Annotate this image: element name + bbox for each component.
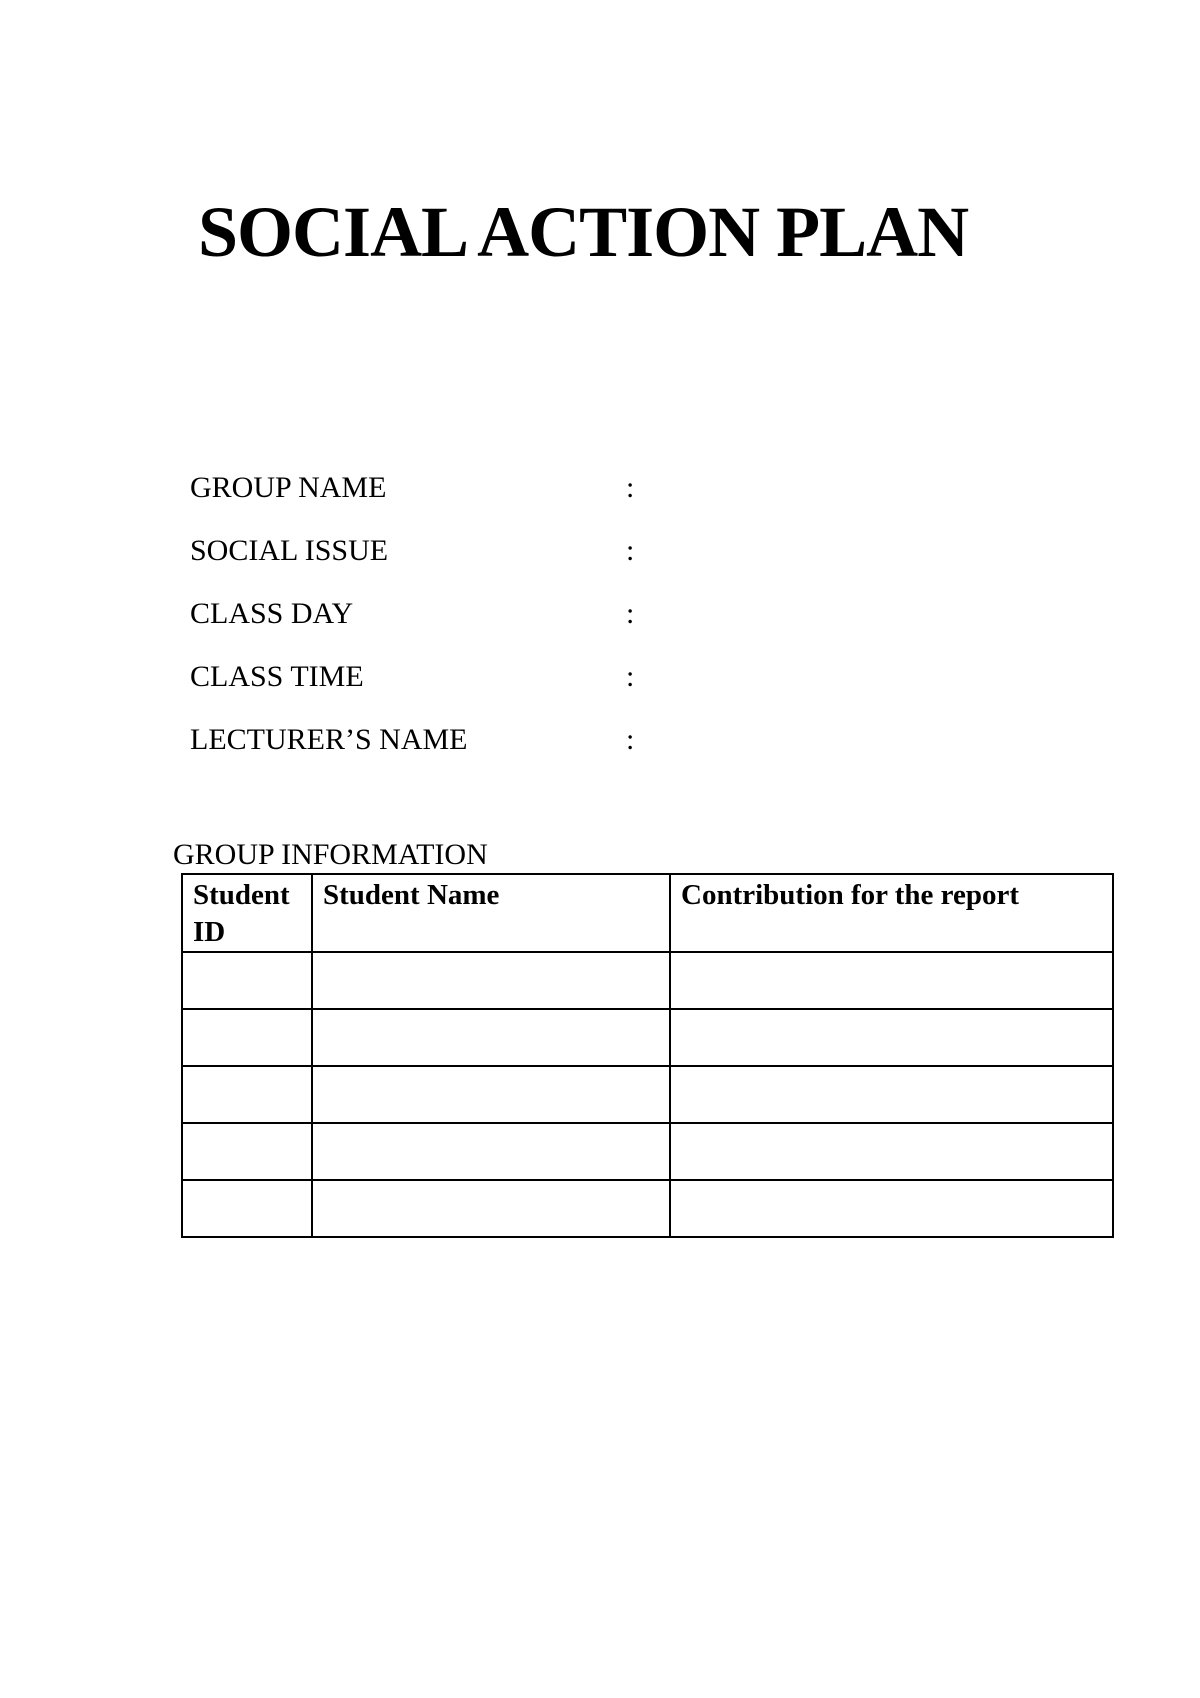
field-social-issue (190, 531, 690, 594)
table-row (182, 1066, 1113, 1123)
group-information-heading: GROUP INFORMATION (173, 838, 488, 871)
field-separator: : (626, 471, 635, 504)
field-group-name (190, 468, 690, 531)
student-name-cell[interactable] (312, 952, 670, 1009)
table-row (182, 1009, 1113, 1066)
table-row (182, 952, 1113, 1009)
group-members-table (181, 873, 1114, 1238)
document-title: SOCIAL ACTION PLAN (198, 192, 969, 272)
contribution-cell[interactable] (670, 1066, 1113, 1123)
contribution-cell[interactable] (670, 1009, 1113, 1066)
column-header-student-id: Student ID (182, 874, 312, 952)
field-label: CLASS TIME (190, 660, 364, 693)
field-class-time (190, 657, 690, 720)
field-class-day (190, 594, 690, 657)
student-id-cell[interactable] (182, 952, 312, 1009)
contribution-cell[interactable] (670, 1180, 1113, 1237)
field-separator: : (626, 660, 635, 693)
contribution-cell[interactable] (670, 1123, 1113, 1180)
column-header-contribution: Contribution for the report (670, 874, 1113, 952)
student-id-cell[interactable] (182, 1123, 312, 1180)
table-header-row (182, 874, 1113, 952)
student-id-cell[interactable] (182, 1066, 312, 1123)
student-name-cell[interactable] (312, 1123, 670, 1180)
field-separator: : (626, 534, 635, 567)
info-fields (190, 468, 690, 783)
contribution-cell[interactable] (670, 952, 1113, 1009)
field-label: CLASS DAY (190, 597, 354, 630)
field-label: LECTURER’S NAME (190, 723, 468, 756)
column-header-student-name: Student Name (312, 874, 670, 952)
field-separator: : (626, 597, 635, 630)
field-separator: : (626, 723, 635, 756)
student-id-cell[interactable] (182, 1180, 312, 1237)
student-name-cell[interactable] (312, 1009, 670, 1066)
table-row (182, 1123, 1113, 1180)
field-label: GROUP NAME (190, 471, 387, 504)
table-row (182, 1180, 1113, 1237)
student-name-cell[interactable] (312, 1180, 670, 1237)
field-label: SOCIAL ISSUE (190, 534, 389, 567)
student-name-cell[interactable] (312, 1066, 670, 1123)
student-id-cell[interactable] (182, 1009, 312, 1066)
field-lecturer-name (190, 720, 690, 783)
